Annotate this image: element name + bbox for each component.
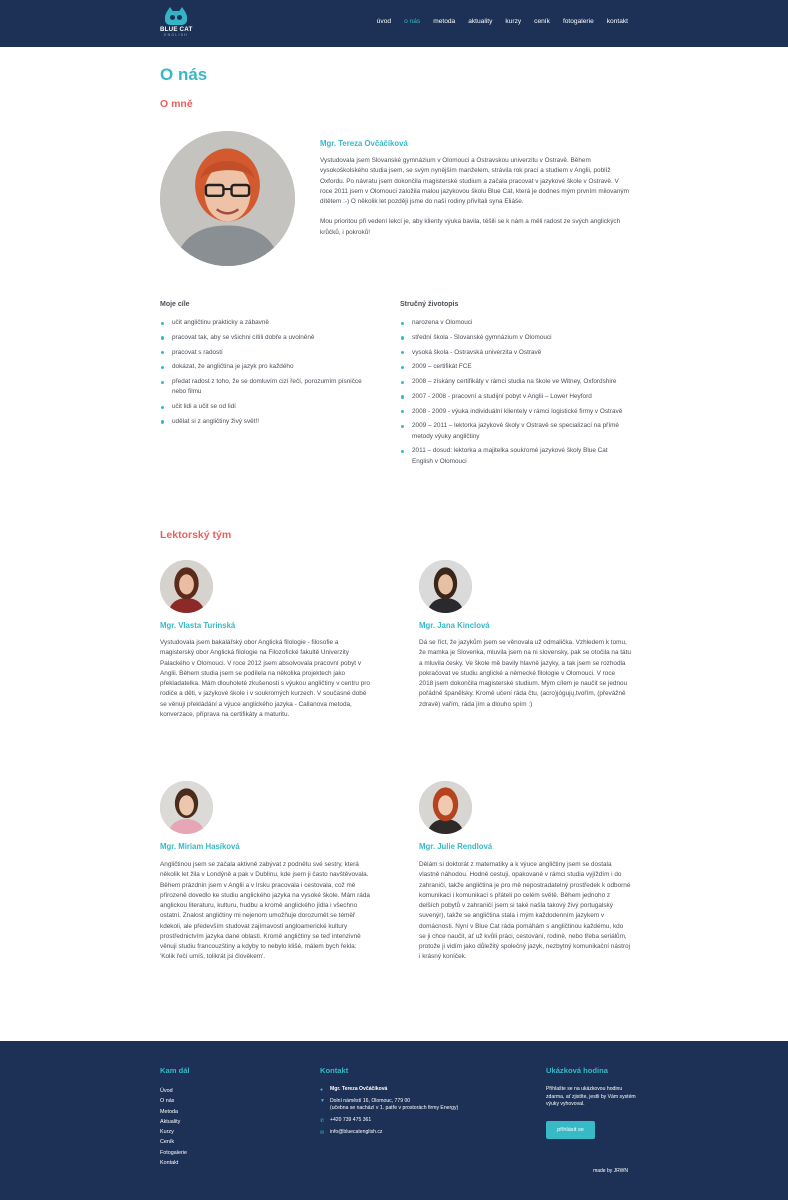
owner-bio-paragraph: Mou prioritou při vedení lekcí je, aby klienty výuka bavila, těšili se k nám a měli radost ze svých anglických krůčků, i pokroků! <box>320 218 621 236</box>
nav-item-fotogalerie[interactable]: fotogalerie <box>562 18 594 25</box>
footer-links <box>160 1086 187 1168</box>
nav-item-kurzy[interactable]: kurzy <box>505 18 522 25</box>
nav-item-o-nas[interactable]: o nás <box>404 18 421 25</box>
goals-heading: Moje cíle <box>160 301 190 308</box>
footer-links-heading: Kam dál <box>160 1066 190 1075</box>
list-item: 2011 – dosud: lektorka a majitelka soukromé jazykové školy Blue Cat English v Olomouci <box>400 446 630 467</box>
logo-text: BLUE CAT <box>160 26 193 33</box>
contact-phone-row <box>320 1117 458 1124</box>
signup-button[interactable]: přihlásit se <box>546 1121 595 1139</box>
footer-contact-list <box>320 1086 458 1141</box>
footer-link-aktuality[interactable]: Aktuality <box>160 1118 181 1125</box>
team-member-name: Mgr. Miriam Hasíková <box>160 842 240 851</box>
phone-icon: ✆ <box>320 1117 325 1124</box>
footer-demo-text: Přihlašte se na ukázkovou hodinu zdarma, ať zjistíte, jestli by Vám systém výuky vyhovoval. <box>546 1086 636 1108</box>
nav-item-cenik[interactable]: ceník <box>534 18 550 25</box>
team-member-photo <box>160 560 213 613</box>
list-item: 2008 – získány certifikáty v rámci studia na škole ve Witney, Oxfordshire <box>400 377 630 387</box>
cat-logo-icon <box>164 7 188 25</box>
contact-phone[interactable]: +420 739 475 361 <box>330 1117 372 1124</box>
nav-item-kontakt[interactable]: kontakt <box>606 18 628 25</box>
logo-subtext: ENGLISH <box>164 33 188 38</box>
goals-list <box>160 318 370 432</box>
nav-item-aktuality[interactable]: aktuality <box>468 18 493 25</box>
contact-name: Mgr. Tereza Ovčáčíková <box>330 1086 388 1092</box>
footer-link-fotogalerie[interactable]: Fotogalerie <box>160 1149 187 1156</box>
list-item: pracovat tak, aby se všichni cítili dobře a uvolněně <box>160 333 370 343</box>
about-heading: O mně <box>160 98 193 110</box>
team-member-bio: Dá se říct, že jazykům jsem se věnovala už odmalička. Vzhledem k tomu, že mamka je Slovenka, mluvila jsem na ni slovensky, pak se otočila na tátu a mluvila česky. Ve škole mě bavily hlavně jazyky, a tak jsem se rozhodla pokračovat ve studiu anglické a německé filologie v Olomouci. V roce 2018 jsem dokončila magisterské studium. Mým cílem je naučit se jednou pořádně španělsky. Kromě učení ráda čtu, (acro)jógujų,tvořím, (převážně zdravě) vařím, ráda jím a dlouho spím :) <box>419 639 631 708</box>
site-footer <box>0 1041 788 1200</box>
contact-email-row <box>320 1129 458 1136</box>
owner-name: Mgr. Tereza Ovčáčíková <box>320 139 408 148</box>
contact-address-note: (učebna se nachází v 1. patře v prostorách firmy Energy) <box>330 1105 459 1112</box>
list-item: učit angličtinu prakticky a zábavně <box>160 318 370 328</box>
user-icon: ● <box>320 1086 324 1093</box>
list-item: 2009 – 2011 – lektorka jazykové školy v Ostravě se specializací na přímé metody výuky angličtiny <box>400 421 630 442</box>
list-item: narozena v Olomouci <box>400 318 630 328</box>
cv-heading: Stručný životopis <box>400 301 459 308</box>
list-item: pracovat s radostí <box>160 348 370 358</box>
footer-link-o-nas[interactable]: O nás <box>160 1098 175 1105</box>
footer-demo-heading: Ukázková hodina <box>546 1066 609 1075</box>
footer-link-metoda[interactable]: Metoda <box>160 1108 178 1115</box>
list-item: 2009 – certifikát FCE <box>400 362 630 372</box>
footer-link-kontakt[interactable]: Kontakt <box>160 1160 179 1167</box>
map-pin-icon: ▼ <box>320 1098 325 1105</box>
contact-name-row <box>320 1086 458 1093</box>
cv-list <box>400 318 630 471</box>
contact-address: Dolní náměstí 16, Olomouc, 779 00 <box>330 1097 411 1104</box>
team-member-photo <box>160 781 213 834</box>
team-member-bio: Dělám si doktorát z matematiky a k výuce angličtiny jsem se dostala vlastně náhodou. Hodně cestuji, opakovaně v rámci studia vyjíždím i do zahraničí, takže angličtina je pro mě nepostradatelný prostředek k odborné komunikaci i komunikaci s přáteli po celém světě. Během jednoho z delších pobytů v zahraničí jsem si také našla takový živý portugalský suvenýr), takže se angličtina stala i mým každodenním jazykem v domácnosti. Nyní v Blue Cat ráda pomáhám s angličtinou každému, kdo se ji chce naučit, ať už kvůli práci, cestování, rodině, nebo třeba seriálům, protože ji vidím jako důležitý společný jazyk, nezbytný komunikační nástroj i krásný koníček. <box>419 861 631 961</box>
contact-email[interactable]: info@bluecatenglish.cz <box>330 1129 383 1135</box>
footer-contact-heading: Kontakt <box>320 1066 349 1075</box>
footer-link-cenik[interactable]: Ceník <box>160 1139 175 1146</box>
nav-item-uvod[interactable]: úvod <box>376 18 392 25</box>
list-item: vysoká škola - Ostravská univerzita v Ostravě <box>400 348 630 358</box>
owner-bio-paragraph: Vystudovala jsem Slovanské gymnázium v Olomouci a Ostravskou univerzitu v Ostravě. Během vysokoškolského studia jsem, se svým nynějším manželem, strávila rok prací a studiem v Anglii, poblíž Oxfordu. Po návratu jsem dokončila magisterské studium a začala pracovat v jazykové škole v Ostravě. V roce 2011 jsem v Olomouci založila malou jazykovou školu Blue Cat, která je dodnes mým prvním milovaným dítětem :-) O několik let později jsme do naší rodiny přivítali syna Eliáše. <box>320 157 629 205</box>
mail-icon: ✉ <box>320 1129 325 1136</box>
list-item: udělat si z angličtiny živý svět!! <box>160 417 370 427</box>
team-member-bio: Angličtinou jsem se začala aktivně zabývat z podnětu své sestry, která několik let žila v Londýně a pak v Dublinu, kde jsem ji často navštěvovala. Během prázdnin jsem v Anglii a v Irsku pracovala i cestovala, což mě přirozeně dovedlo ke studiu anglického jazyka na vysoké škole. Mám ráda anglickou literaturu, kulturu, hudbu a kromě anglického jídla i všechno ostatní. Znalost angličtiny mi nejenom umožňuje dorozumět se téměř kdekoli, ale především studovat zajímavosti angloamerické kultury prostřednictvím jazyka dané oblasti. Kromě angličtiny se teď intenzivně věnuji studiu francouzštiny a kdyby to nebylo klišé, málem bych řekla: 'Kolik řečí umíš, tolikrát jsi člověkem'. <box>160 861 370 961</box>
footer-link-kurzy[interactable]: Kurzy <box>160 1129 174 1136</box>
team-member-photo <box>419 560 472 613</box>
nav-item-metoda[interactable]: metoda <box>433 18 456 25</box>
owner-photo <box>160 131 295 266</box>
list-item: střední škola - Slovanské gymnázium v Olomouci <box>400 333 630 343</box>
contact-address-row <box>320 1098 458 1113</box>
team-member-name: Mgr. Julie Rendlová <box>419 842 493 851</box>
list-item: učit lidi a učit se od lidí <box>160 402 370 412</box>
team-member-name: Mgr. Vlasta Turinská <box>160 621 236 630</box>
team-member-bio: Vystudovala jsem bakalářský obor Anglická filologie - filosofie a magisterský obor Anglická filologie na Filozofické fakultě Univerzity Palackého v Olomouci. V roce 2012 jsem absolvovala pracovní pobyt v Anglii. Během studia jsem se podílela na několika projektech jako překladatelka. Mám dlouholeté zkušenosti s výukou angličtiny v centru pro rodiče a děti, v jazykové škole i v soukromých kurzech. V současné době se věnuji překládání a výuce anglického jazyka - Callanova metoda, konverzace, příprava na certifikáty a maturitu. <box>160 639 370 718</box>
made-by-credit[interactable]: made by JRWN <box>593 1168 628 1174</box>
footer-link-uvod[interactable]: Úvod <box>160 1088 173 1094</box>
main-nav <box>377 19 628 26</box>
team-member-photo <box>419 781 472 834</box>
logo[interactable] <box>160 7 192 41</box>
team-member-name: Mgr. Jana Kinclová <box>419 621 490 630</box>
page-title: O nás <box>160 65 208 84</box>
list-item: 2008 - 2009 - výuka individuální klientely v rámci logistické firmy v Ostravě <box>400 407 630 417</box>
list-item: 2007 - 2008 - pracovní a studijní pobyt v Anglii – Lower Heyford <box>400 392 630 402</box>
list-item: dokázat, že angličtina je jazyk pro každého <box>160 362 370 372</box>
site-header <box>0 0 788 47</box>
list-item: předat radost z toho, že se domluvím cizí řečí, porozumím písničce nebo filmu <box>160 377 370 398</box>
team-heading: Lektorský tým <box>160 529 232 541</box>
owner-bio <box>320 156 630 238</box>
